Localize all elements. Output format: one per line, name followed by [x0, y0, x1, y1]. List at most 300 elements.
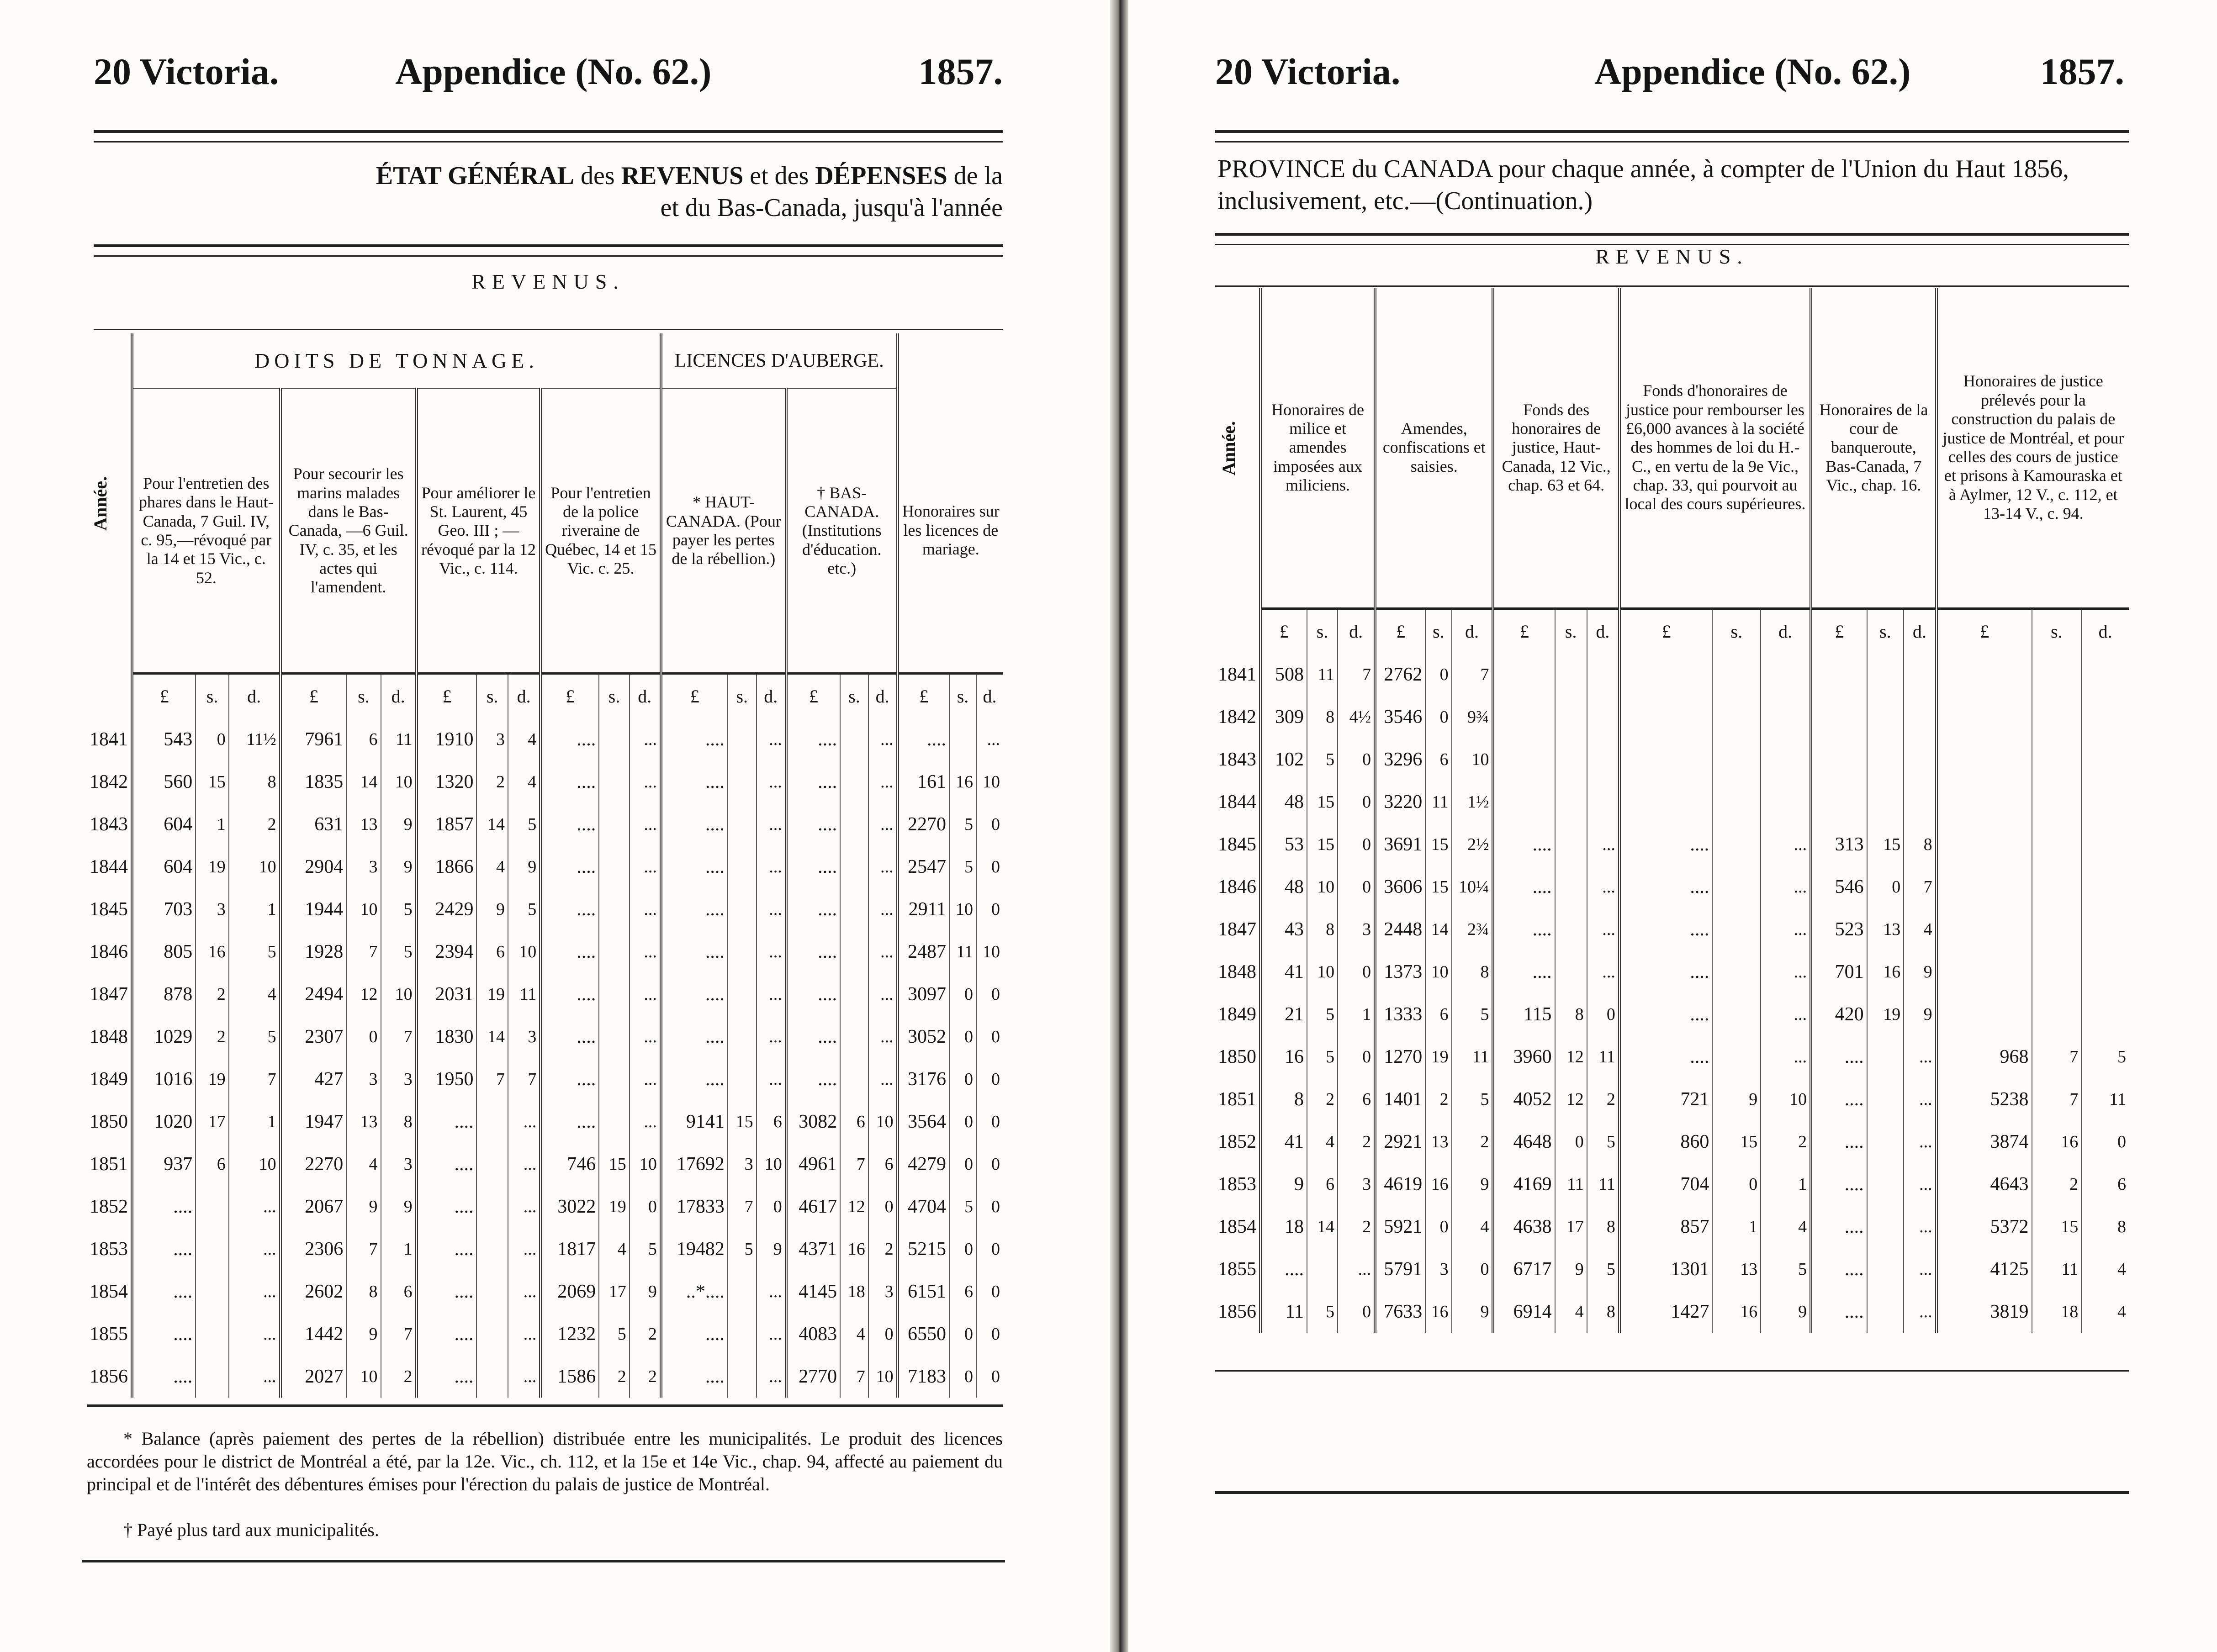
amount-cell: ..*.... [661, 1270, 728, 1313]
amount-cell: 8 [1587, 1290, 1619, 1333]
amount-cell: .... [786, 1015, 840, 1058]
amount-cell: .... [1493, 908, 1555, 950]
year-cell: 1855 [90, 1323, 128, 1345]
amount-cell: 2027 [280, 1355, 347, 1398]
table-row [1215, 1248, 2129, 1290]
amount-cell: 5238 [1937, 1078, 2032, 1120]
amount-cell: .... [1811, 1248, 1867, 1290]
amount-cell [1307, 1248, 1338, 1290]
amount-cell: 5791 [1375, 1248, 1425, 1290]
amount-cell: 10 [976, 930, 1003, 973]
amount-cell: 937 [132, 1143, 196, 1185]
amount-cell [1587, 738, 1619, 781]
unit-label: s. [1712, 609, 1761, 654]
amount-cell: ... [630, 930, 661, 973]
amount-cell [599, 930, 630, 973]
amount-cell [1555, 950, 1587, 993]
revenue-table-right [1215, 288, 2129, 1333]
amount-cell [728, 1058, 757, 1100]
amount-cell [599, 803, 630, 845]
amount-cell [728, 1270, 757, 1313]
right-page [1128, 0, 2217, 1652]
unit-label: £ [1937, 609, 2032, 654]
amount-cell [599, 718, 630, 760]
amount-cell: 5 [728, 1228, 757, 1270]
table-row [87, 1100, 1003, 1143]
unit-label: s. [599, 674, 630, 718]
amount-cell: 8 [381, 1100, 417, 1143]
amount-cell: .... [417, 1185, 477, 1228]
amount-cell: 8 [1904, 823, 1936, 866]
table-row [1215, 1205, 2129, 1248]
amount-cell: ... [757, 845, 786, 888]
amount-cell [1712, 696, 1761, 738]
amount-cell: 4 [229, 973, 280, 1015]
amount-cell: ... [1587, 908, 1619, 950]
revenue-table-left [87, 333, 1003, 1398]
amount-cell: .... [1811, 1290, 1867, 1333]
unit-label: £ [1619, 609, 1713, 654]
year-cell: 1847 [90, 983, 128, 1005]
unit-label: d. [381, 674, 417, 718]
amount-cell [728, 930, 757, 973]
amount-cell: 4052 [1493, 1078, 1555, 1120]
amount-cell: 10 [508, 930, 540, 973]
tonnage-group-header: DOITS DE TONNAGE. [132, 333, 661, 389]
amount-cell: 5 [1307, 1035, 1338, 1078]
amount-cell: 2448 [1375, 908, 1425, 950]
amount-cell: ... [757, 1270, 786, 1313]
amount-cell: 48 [1260, 866, 1307, 908]
amount-cell: 721 [1619, 1078, 1713, 1120]
amount-cell [1937, 781, 2032, 823]
amount-cell: ... [1904, 1120, 1936, 1163]
amount-cell: 2 [868, 1228, 898, 1270]
amount-cell: 14 [476, 1015, 508, 1058]
amount-cell: 1586 [540, 1355, 599, 1398]
amount-cell: 41 [1260, 1120, 1307, 1163]
table-row [87, 888, 1003, 930]
amount-cell [1867, 1290, 1904, 1333]
amount-cell [1555, 653, 1587, 696]
amount-cell: 7961 [280, 718, 347, 760]
amount-cell: 1029 [132, 1015, 196, 1058]
amount-cell [728, 845, 757, 888]
year-cell: 1848 [90, 1026, 128, 1047]
amount-cell: 0 [949, 1015, 976, 1058]
amount-cell [1493, 653, 1555, 696]
column-header-3: Fonds des honoraires de justice, Haut-Canada, 12 Vic., chap. 63 et 64. [1493, 288, 1619, 609]
unit-label: d. [976, 674, 1003, 718]
amount-cell: 15 [1425, 866, 1451, 908]
amount-cell [476, 1185, 508, 1228]
amount-cell: 11 [1587, 1163, 1619, 1205]
amount-cell: 7 [1904, 866, 1936, 908]
amount-cell: 53 [1260, 823, 1307, 866]
amount-cell [840, 845, 868, 888]
amount-cell: 6 [1307, 1163, 1338, 1205]
amount-cell: 1 [229, 1100, 280, 1143]
amount-cell: .... [417, 1313, 477, 1355]
amount-cell: .... [132, 1228, 196, 1270]
amount-cell: 2069 [540, 1270, 599, 1313]
amount-cell: 13 [346, 1100, 381, 1143]
amount-cell: 10 [1452, 738, 1493, 781]
year-cell: 1849 [1218, 1003, 1256, 1025]
amount-cell [1493, 738, 1555, 781]
year-cell: 1851 [90, 1153, 128, 1175]
table-row [87, 760, 1003, 803]
amount-cell: 16 [1260, 1035, 1307, 1078]
amount-cell: 1320 [417, 760, 477, 803]
amount-cell: 7 [728, 1185, 757, 1228]
amount-cell: 6 [1425, 738, 1451, 781]
amount-cell: 9 [1555, 1248, 1587, 1290]
unit-label: s. [196, 674, 228, 718]
licences-group-header: LICENCES D'AUBERGE. [661, 333, 898, 389]
amount-cell: 1910 [417, 718, 477, 760]
amount-cell: ... [757, 1015, 786, 1058]
table-row [1215, 1163, 2129, 1205]
table-top-rule [1215, 285, 2129, 287]
amount-cell: 16 [840, 1228, 868, 1270]
year-cell: 1852 [90, 1196, 128, 1217]
amount-cell: 9 [1452, 1290, 1493, 1333]
amount-cell: 8 [1260, 1078, 1307, 1120]
column-header-5: * HAUT-CANADA. (Pour payer les pertes de la rébellion.) [661, 389, 786, 674]
year-cell: 1847 [1218, 918, 1256, 940]
amount-cell [840, 888, 868, 930]
amount-cell: 0 [1425, 1205, 1451, 1248]
amount-cell: 968 [1937, 1035, 2032, 1078]
amount-cell: 2¾ [1452, 908, 1493, 950]
amount-cell: 0 [976, 1143, 1003, 1185]
amount-cell: 0 [949, 1058, 976, 1100]
amount-cell: 4 [1307, 1120, 1338, 1163]
amount-cell: 11 [1587, 1035, 1619, 1078]
amount-cell: 878 [132, 973, 196, 1015]
amount-cell: 1835 [280, 760, 347, 803]
table-row [87, 1185, 1003, 1228]
amount-cell: 9 [630, 1270, 661, 1313]
amount-cell [840, 718, 868, 760]
amount-cell: 9 [1712, 1078, 1761, 1120]
amount-cell: 7 [346, 930, 381, 973]
table-row [1215, 1290, 2129, 1333]
amount-cell: 1866 [417, 845, 477, 888]
year-cell: 1848 [1218, 961, 1256, 982]
amount-cell: 8 [1307, 696, 1338, 738]
table-row [1215, 1120, 2129, 1163]
amount-cell: 1830 [417, 1015, 477, 1058]
amount-cell: 11 [2081, 1078, 2129, 1120]
group-header-row [87, 333, 1003, 389]
title-rule [94, 244, 1003, 257]
amount-cell: 5 [949, 803, 976, 845]
table-bottom-rule [87, 1404, 1003, 1407]
unit-label: s. [949, 674, 976, 718]
amount-cell: 2911 [898, 888, 949, 930]
amount-cell: 9 [1904, 993, 1936, 1035]
amount-cell: 0 [346, 1015, 381, 1058]
year-cell: 1850 [90, 1111, 128, 1132]
amount-cell: 1950 [417, 1058, 477, 1100]
column-header-5: Honoraires de la cour de banqueroute, Bas-Canada, 7 Vic., chap. 16. [1811, 288, 1936, 609]
amount-cell [2081, 738, 2129, 781]
year-cell: 1843 [90, 813, 128, 835]
header-rule [1215, 130, 2129, 143]
amount-cell: 2494 [280, 973, 347, 1015]
amount-cell: 5 [630, 1228, 661, 1270]
unit-label: £ [417, 674, 477, 718]
amount-cell: 10 [346, 888, 381, 930]
amount-cell: ... [630, 1058, 661, 1100]
amount-cell [840, 760, 868, 803]
amount-cell: 1 [229, 888, 280, 930]
table-row [87, 718, 1003, 760]
year-cell: 1841 [1218, 664, 1256, 685]
amount-cell [476, 1313, 508, 1355]
amount-cell: 11 [1307, 653, 1338, 696]
amount-cell: ... [630, 803, 661, 845]
amount-cell [476, 1143, 508, 1185]
year-cell: 1852 [1218, 1131, 1256, 1152]
amount-cell: 704 [1619, 1163, 1713, 1205]
amount-cell [1761, 653, 1811, 696]
amount-cell [1712, 950, 1761, 993]
amount-cell: 8 [1307, 908, 1338, 950]
amount-cell: 4619 [1375, 1163, 1425, 1205]
footnote-dagger: † Payé plus tard aux municipalités. [123, 1520, 379, 1540]
amount-cell: 2904 [280, 845, 347, 888]
amount-cell: 8 [1587, 1205, 1619, 1248]
unit-label: d. [229, 674, 280, 718]
amount-cell: 604 [132, 803, 196, 845]
amount-cell: .... [417, 1355, 477, 1398]
amount-cell: 0 [976, 1355, 1003, 1398]
page-title: PROVINCE du CANADA pour chaque année, à compter de l'Union du Haut 1856, inclusivement, etc.—(Continuation.) [1217, 155, 2069, 215]
amount-cell: 11 [2032, 1248, 2082, 1290]
amount-cell: ... [1904, 1035, 1936, 1078]
amount-cell: 1 [196, 803, 228, 845]
amount-cell: .... [661, 888, 728, 930]
amount-cell: 2 [196, 1015, 228, 1058]
amount-cell [1712, 1035, 1761, 1078]
amount-cell: 7183 [898, 1355, 949, 1398]
amount-cell: 4 [508, 718, 540, 760]
amount-cell: 4 [1555, 1290, 1587, 1333]
amount-cell [1811, 696, 1867, 738]
amount-cell: 4279 [898, 1143, 949, 1185]
amount-cell: .... [1811, 1163, 1867, 1205]
amount-cell: 9 [1260, 1163, 1307, 1205]
amount-cell: 10 [757, 1143, 786, 1185]
amount-cell: 3564 [898, 1100, 949, 1143]
amount-cell [196, 1355, 228, 1398]
amount-cell: 12 [840, 1185, 868, 1228]
unit-label: £ [280, 674, 347, 718]
amount-cell [2081, 908, 2129, 950]
amount-cell: 11 [381, 718, 417, 760]
amount-cell: 8 [346, 1270, 381, 1313]
amount-cell: .... [1811, 1120, 1867, 1163]
amount-cell: .... [786, 888, 840, 930]
amount-cell: 4648 [1493, 1120, 1555, 1163]
amount-cell: 7 [2032, 1078, 2082, 1120]
amount-cell: 9¾ [1452, 696, 1493, 738]
amount-cell: 0 [976, 1015, 1003, 1058]
amount-cell: 6151 [898, 1270, 949, 1313]
unit-label: £ [786, 674, 840, 718]
amount-cell: 4 [840, 1313, 868, 1355]
amount-cell [476, 1100, 508, 1143]
amount-cell: 2429 [417, 888, 477, 930]
amount-cell: .... [540, 845, 599, 888]
amount-cell: 7633 [1375, 1290, 1425, 1333]
amount-cell [2081, 696, 2129, 738]
amount-cell: 10 [346, 1355, 381, 1398]
amount-cell [1587, 696, 1619, 738]
amount-cell: 15 [1307, 823, 1338, 866]
amount-cell: 43 [1260, 908, 1307, 950]
amount-cell: 9 [381, 803, 417, 845]
amount-cell: .... [786, 845, 840, 888]
amount-cell: 5 [1452, 1078, 1493, 1120]
amount-cell [1867, 738, 1904, 781]
amount-cell: 3606 [1375, 866, 1425, 908]
amount-cell: 14 [1425, 908, 1451, 950]
amount-cell [196, 1313, 228, 1355]
amount-cell: 1270 [1375, 1035, 1425, 1078]
title-rule [1215, 233, 2129, 245]
amount-cell: 3097 [898, 973, 949, 1015]
amount-cell: 3 [381, 1143, 417, 1185]
amount-cell [728, 803, 757, 845]
amount-cell: 15 [1867, 823, 1904, 866]
amount-cell: 0 [1425, 696, 1451, 738]
amount-cell: 2 [1761, 1120, 1811, 1163]
amount-cell: .... [540, 760, 599, 803]
amount-cell: 19 [196, 1058, 228, 1100]
amount-cell: 9 [381, 845, 417, 888]
amount-cell: 1 [1712, 1205, 1761, 1248]
amount-cell: 1333 [1375, 993, 1425, 1035]
amount-cell: ... [1761, 823, 1811, 866]
amount-cell [2081, 950, 2129, 993]
amount-cell: 15 [599, 1143, 630, 1185]
amount-cell: 746 [540, 1143, 599, 1185]
amount-cell: .... [417, 1228, 477, 1270]
amount-cell: 0 [757, 1185, 786, 1228]
amount-cell: ... [757, 803, 786, 845]
amount-cell: 5921 [1375, 1205, 1425, 1248]
amount-cell: .... [898, 718, 949, 760]
amount-cell: 0 [868, 1185, 898, 1228]
amount-cell: 0 [1555, 1120, 1587, 1163]
volume-label: 20 Victoria. [94, 51, 279, 92]
year-cell: 1844 [90, 856, 128, 877]
amount-cell: 1232 [540, 1313, 599, 1355]
amount-cell: 8 [229, 760, 280, 803]
amount-cell: 0 [630, 1185, 661, 1228]
amount-cell: 3 [196, 888, 228, 930]
amount-cell: 5 [2081, 1035, 2129, 1078]
amount-cell: .... [132, 1270, 196, 1313]
amount-cell [1761, 781, 1811, 823]
amount-cell [2032, 653, 2082, 696]
year-cell: 1844 [1218, 791, 1256, 813]
amount-cell: 9 [476, 888, 508, 930]
amount-cell: .... [1619, 908, 1713, 950]
amount-cell: .... [540, 718, 599, 760]
amount-cell [1555, 866, 1587, 908]
amount-cell: 1442 [280, 1313, 347, 1355]
amount-cell: 41 [1260, 950, 1307, 993]
amount-cell: 6 [949, 1270, 976, 1313]
amount-cell: 2394 [417, 930, 477, 973]
amount-cell: .... [1811, 1078, 1867, 1120]
amount-cell: 18 [840, 1270, 868, 1313]
amount-cell: 4 [1761, 1205, 1811, 1248]
amount-cell: 11 [1260, 1290, 1307, 1333]
amount-cell: .... [1619, 1035, 1713, 1078]
amount-cell: 16 [1712, 1290, 1761, 1333]
amount-cell [840, 973, 868, 1015]
amount-cell: 1 [1761, 1163, 1811, 1205]
amount-cell [2032, 781, 2082, 823]
amount-cell: 0 [1587, 993, 1619, 1035]
amount-cell [2081, 866, 2129, 908]
amount-cell [476, 1355, 508, 1398]
amount-cell: ... [757, 718, 786, 760]
amount-cell: 0 [2081, 1120, 2129, 1163]
amount-cell [1493, 696, 1555, 738]
amount-cell: .... [1493, 950, 1555, 993]
amount-cell: 3960 [1493, 1035, 1555, 1078]
amount-cell [1867, 1248, 1904, 1290]
amount-cell: 560 [132, 760, 196, 803]
amount-cell: 3 [868, 1270, 898, 1313]
amount-cell [1712, 866, 1761, 908]
amount-cell: 6717 [1493, 1248, 1555, 1290]
amount-cell: 161 [898, 760, 949, 803]
amount-cell: 4169 [1493, 1163, 1555, 1205]
amount-cell: ... [868, 930, 898, 973]
amount-cell: 1944 [280, 888, 347, 930]
amount-cell: 6 [346, 718, 381, 760]
amount-cell [599, 1015, 630, 1058]
amount-cell: 10 [229, 1143, 280, 1185]
amount-cell [2032, 908, 2082, 950]
amount-cell: ... [1761, 866, 1811, 908]
amount-cell: 16 [196, 930, 228, 973]
amount-cell: 2770 [786, 1355, 840, 1398]
amount-cell: ... [630, 1015, 661, 1058]
amount-cell: 13 [346, 803, 381, 845]
amount-cell: ... [1587, 866, 1619, 908]
amount-cell: .... [661, 973, 728, 1015]
amount-cell: 0 [976, 1270, 1003, 1313]
table-bottom-rule [1215, 1370, 2129, 1372]
amount-cell: 0 [1338, 950, 1375, 993]
amount-cell: 1947 [280, 1100, 347, 1143]
amount-cell [2081, 993, 2129, 1035]
amount-cell: 0 [976, 803, 1003, 845]
appendix-label: Appendice (No. 62.) [1594, 51, 1911, 92]
footnote-star: * Balance (après paiement des pertes de la rébellion) distribuée entre les municipalités. Le produit des licences accordées pour le district de Montréal a été, par la 12e. Vic., ch. 112, et la 15e et 14e Vic., chap. 94, affecté au paiement du principal et de l'intérêt des débentures émises pour l'érection du palais de justice de Montréal. [87, 1428, 1003, 1494]
amount-cell: 12 [1555, 1078, 1587, 1120]
unit-label: d. [1904, 609, 1936, 654]
